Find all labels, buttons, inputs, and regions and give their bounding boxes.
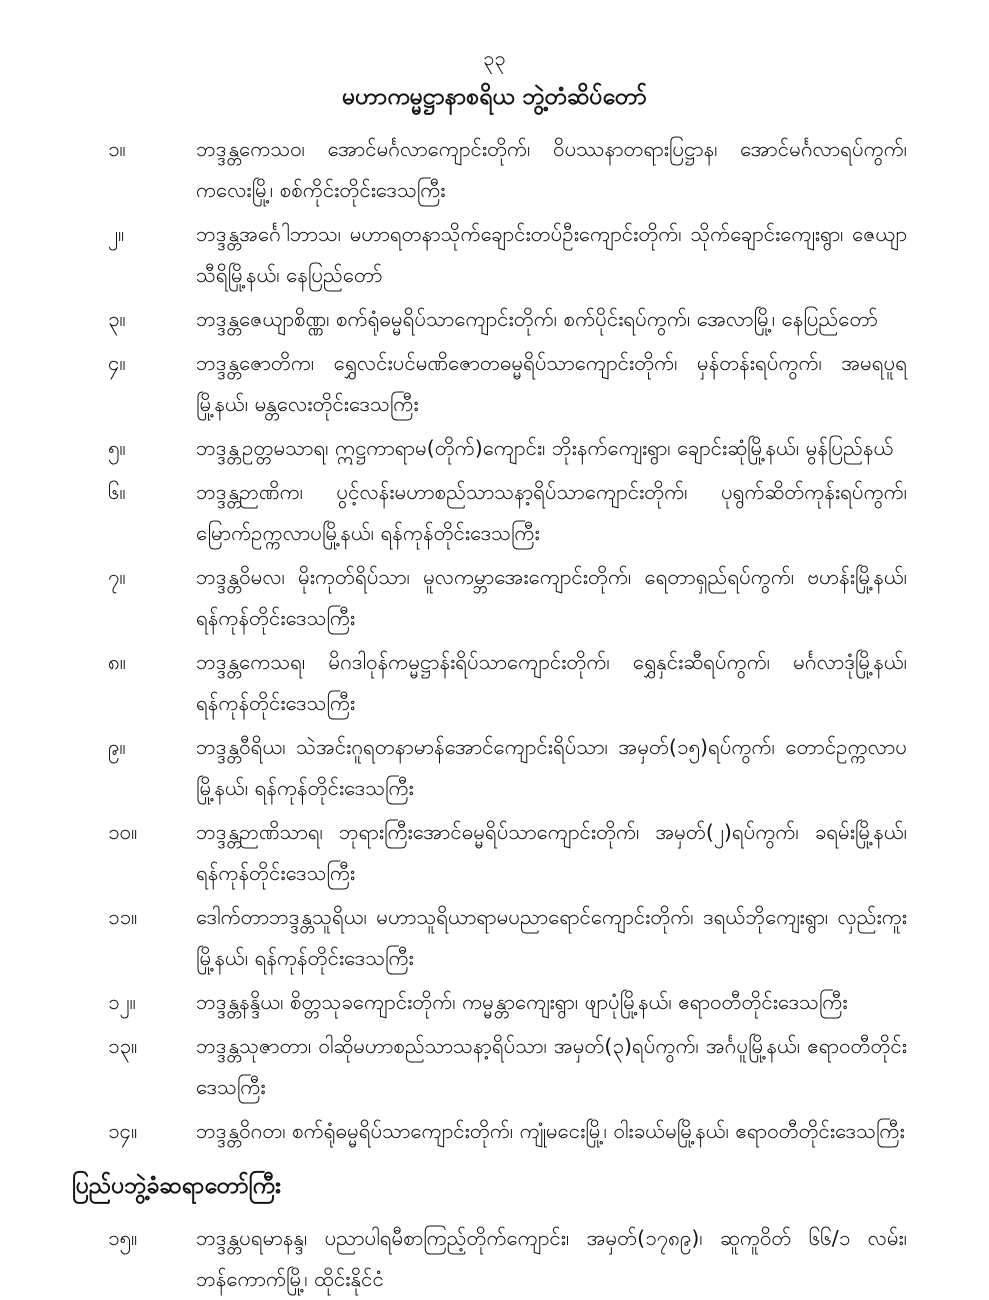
entry-text: ဘဒ္ဒန္တကေသရ၊ မိဂဒါဝုန်ကမ္မဋ္ဌာန်းရိပ်သာကျောင်းတိုက်၊ ရွှေနှင်းဆီရပ်ကွက်၊ မင်္ဂလာဒုံမြို့နယ်၊ ရန်ကုန်တိုင်းဒေသကြီး <box>196 649 907 715</box>
entry-text: ဘဒ္ဒန္တဇောတိက၊ ရွှေလင်းပင်မဏိဇောတဓမ္မရိပ်သာကျောင်းတိုက်၊ မှန်တန်းရပ်ကွက်၊ အမရပူရမြို့နယ်၊ မန္တလေးတိုင်းဒေသကြီး <box>196 350 907 416</box>
entry-number: ၁၀။ <box>108 819 138 844</box>
list-item <box>108 472 907 554</box>
entry-text: ဘဒ္ဒန္တဇေယျာစိဏ္ဏ၊ စက်ရုံဓမ္မရိပ်သာကျောင်းတိုက်၊ စက်ပိုင်းရပ်ကွက်၊ အေလာမြို့၊ နေပြည်တော် <box>196 306 878 331</box>
entry-number: ၁၁။ <box>108 904 138 929</box>
entry-text: ဘဒ္ဒန္တအင်္ဂေါဘာသ၊ မဟာရတနာသိုက်ချောင်းတပ်ဦးကျောင်းတိုက်၊ သိုက်ချောင်းကျေးရွာ၊ ဇေယျာသီရိမြို့နယ်၊ နေပြည်တော် <box>196 221 907 287</box>
entry-text: ဘဒ္ဒန္တနန္ဒိယ၊ စိတ္တသုခကျောင်းတိုက်၊ ကမ္မန္တာကျေးရွာ၊ ဖျာပုံမြို့နယ်၊ ဧရာဝတီတိုင်းဒေသကြီး <box>196 989 848 1014</box>
entry-number: ၁၅။ <box>108 1226 138 1251</box>
document-title: မဟာကမ္မဋ္ဌာနာစရိယ ဘွဲ့တံဆိပ်တော် <box>342 84 647 110</box>
title-recipient-list <box>0 129 989 1152</box>
list-item <box>108 812 907 894</box>
entry-number: ၈။ <box>108 649 126 674</box>
list-item <box>108 1218 907 1300</box>
entry-text: ဘဒ္ဒန္တဝိဂတ၊ စက်ရုံဓမ္မရိပ်သာကျောင်းတိုက်၊ ကျုံမငေးမြို့၊ ဝါးခယ်မမြို့နယ်၊ ဧရာဝတီတိုင်းဒေသကြီး <box>196 1118 905 1143</box>
entry-text: ဘဒ္ဒန္တဉာဏိသာရ၊ ဘုရားကြီးအောင်ဓမ္မရိပ်သာကျောင်းတိုက်၊ အမှတ်(၂)ရပ်ကွက်၊ ခရမ်းမြို့နယ်၊ ရန်ကုန်တိုင်းဒေသကြီး <box>196 819 907 885</box>
list-item <box>108 428 907 469</box>
entry-text: ဒေါက်တာဘဒ္ဒန္တသူရိယ၊ မဟာသူရိယာရာမပညာရောင်ကျောင်းတိုက်၊ ဒရယ်ဘိုကျေးရွာ၊ လှည်းကူးမြို့နယ်၊ ရန်ကုန်တိုင်းဒေသကြီး <box>196 904 907 970</box>
list-item <box>108 129 907 211</box>
list-item <box>108 557 907 639</box>
entry-text: ဘဒ္ဒန္တကေသဝ၊ အောင်မင်္ဂလာကျောင်းတိုက်၊ ဝိပဿနာတရားပြဋ္ဌာန၊ အောင်မင်္ဂလာရပ်ကွက်၊ ကလေးမြို့၊ စစ်ကိုင်းတိုင်းဒေသကြီး <box>196 136 907 202</box>
entry-number: ၁၃။ <box>108 1033 138 1058</box>
entry-number: ၄။ <box>108 350 126 375</box>
entry-text: ဘဒ္ဒန္တဝိမလ၊ မိုးကုတ်ရိပ်သာ၊ မူလကမ္ဘာအေးကျောင်းတိုက်၊ ရေတာရှည်ရပ်ကွက်၊ ဗဟန်းမြို့နယ်၊ ရန်ကုန်တိုင်းဒေသကြီး <box>196 564 907 630</box>
entry-number: ၃။ <box>108 306 126 331</box>
entry-text: ဘဒ္ဒန္တဝီရိယ၊ သဲအင်းဂူရတနာမာန်အောင်ကျောင်းရိပ်သာ၊ အမှတ်(၁၅)ရပ်ကွက်၊ တောင်ဥက္ကလာပမြို့နယ်၊ ရန်ကုန်တိုင်းဒေသကြီး <box>196 734 907 800</box>
entry-number: ၁။ <box>108 136 126 161</box>
foreign-recipient-list <box>0 1218 989 1300</box>
entry-number: ၁၂။ <box>108 989 136 1014</box>
list-item <box>108 982 907 1023</box>
section-heading: ပြည်ပဘွဲ့ခံဆရာတော်ကြီး <box>72 1172 281 1199</box>
list-item <box>108 343 907 425</box>
entry-number: ၉။ <box>108 734 126 759</box>
entry-number: ၇။ <box>108 564 126 589</box>
entry-number: ၂။ <box>108 221 125 246</box>
entry-text: ဘဒ္ဒန္တပရမာနန္ဒ၊ ပညာပါရမီစာကြည့်တိုက်ကျောင်း၊ အမှတ်(၁၇၈၉)၊ ဆူကူဝိတ် ၆၆/၁ လမ်း၊ ဘန်ကောက်မြို့၊ ထိုင်းနိုင်ငံ <box>196 1226 907 1292</box>
entry-text: ဘဒ္ဒန္တသုဇာတာ၊ ဝါဆိုမဟာစည်သာသနာ့ရိပ်သာ၊ အမှတ်(၃)ရပ်ကွက်၊ အင်္ဂပူမြို့နယ်၊ ဧရာဝတီတိုင်းဒေသကြီး <box>196 1033 907 1099</box>
list-item <box>108 642 907 724</box>
list-item <box>108 727 907 809</box>
entry-text: ဘဒ္ဒန္တဥတ္တမသာရ၊ ဣဋ္ဌကာရာမ(တိုက်)ကျောင်း၊ ဘိုးနက်ကျေးရွာ၊ ချောင်းဆုံမြို့နယ်၊ မွန်ပြည်နယ် <box>196 435 894 460</box>
page-number: ၃၃ <box>483 46 506 70</box>
entry-number: ၅။ <box>108 435 126 460</box>
list-item <box>108 299 907 340</box>
list-item <box>108 1026 907 1108</box>
list-item <box>108 214 907 296</box>
list-item <box>108 1111 907 1152</box>
list-item <box>108 897 907 979</box>
entry-number: ၆။ <box>108 479 126 504</box>
entry-number: ၁၄။ <box>108 1118 138 1143</box>
entry-text: ဘဒ္ဒန္တဉာဏိက၊ ပွင့်လန်းမဟာစည်သာသနာ့ရိပ်သာကျောင်းတိုက်၊ ပုရွက်ဆိတ်ကုန်းရပ်ကွက်၊ မြောက်ဥက္ကလာပမြို့နယ်၊ ရန်ကုန်တိုင်းဒေသကြီး <box>196 479 907 545</box>
